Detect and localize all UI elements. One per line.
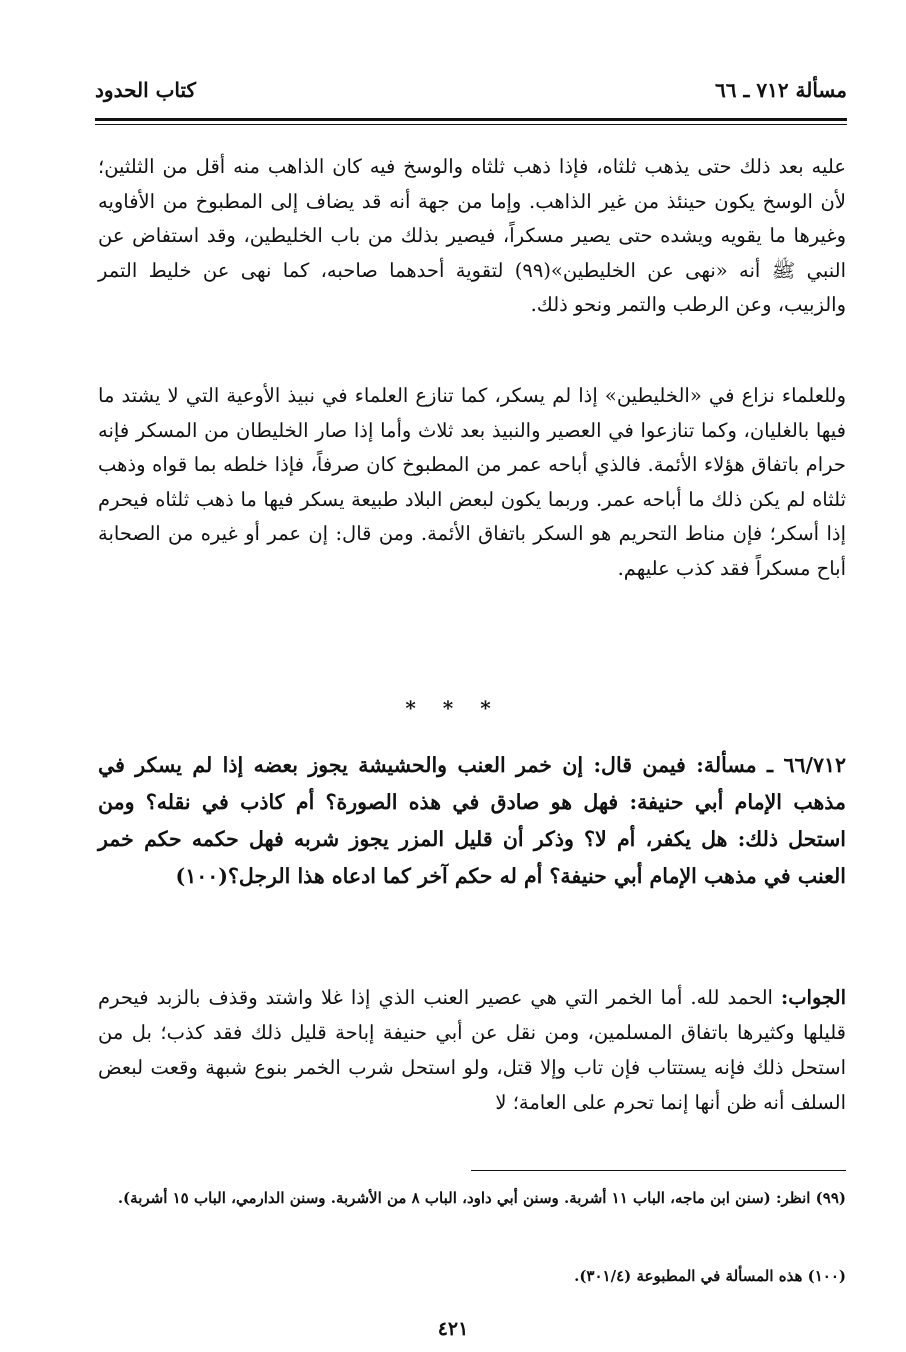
section-separator: * * * xyxy=(405,696,501,720)
footnote-rule xyxy=(471,1170,846,1171)
page-number: ٤٢١ xyxy=(437,1318,469,1340)
book-title: كتاب الحدود xyxy=(95,78,197,102)
issue-heading: مسألة ٧١٢ ـ ٦٦ xyxy=(715,78,847,102)
footnote-100: (١٠٠) هذه المسألة في المطبوعة (٣٠١/٤). xyxy=(574,1267,846,1285)
footnote-99: (٩٩) انظر: (سنن ابن ماجه، الباب ١١ أشربة. وسنن أبي داود، الباب ٨ من الأشربة. وسنن الدارمي، الباب ١٥ أشربة). xyxy=(117,1189,846,1207)
answer-text: الحمد لله. أما الخمر التي هي عصير العنب الذي إذا غلا واشتد وقذف بالزبد فيحرم قليلها وكثيرها باتفاق المسلمين، ومن نقل عن أبي حنيفة إباحة قليل ذلك فقد كذب؛ بل من استحل ذلك فإنه يستتاب فإن تاب وإلا قتل، ولو استحل شرب الخمر بنوع شبهة وقعت لبعض السلف أنه ظن أنها إنما تحرم على العامة؛ لا xyxy=(98,986,846,1114)
paragraph-2: وللعلماء نزاع في «الخليطين» إذا لم يسكر، كما تنازع العلماء في نبيذ الأوعية التي لا يشتد ما فيها بالغليان، وكما تنازعوا في العصير والنبيذ بعد ثلاث وأما إذا صار الخليطان من المسكر فإنه حرام باتفاق هؤلاء الأئمة. فالذي أباحه عمر من المطبوخ كان صرفاً، فإذا خلطه بما قواه وذهب ثلثاه لم يكن ذلك ما أباحه عمر. وربما يكون لبعض البلاد طبيعة يسكر فيها ما ذهب ثلثاه فيحرم إذا أسكر؛ فإن مناط التحريم هو السكر باتفاق الأئمة. ومن قال: إن عمر أو غيره من الصحابة أباح مسكراً فقد كذب عليهم. xyxy=(98,384,846,580)
header-rule-thick xyxy=(95,118,847,121)
answer-label: الجواب: xyxy=(781,986,846,1009)
question-text: ٦٦/٧١٢ ـ مسألة: فيمن قال: إن خمر العنب والحشيشة يجوز بعضه إذا لم يسكر في مذهب الإمام أبي حنيفة: فهل هو صادق في هذه الصورة؟ أم كاذب في نقله؟ ومن استحل ذلك: هل يكفر، أم لا؟ وذكر أن قليل المزر يجوز شربه فهل حكمه حكم خمر العنب في مذهب الإمام أبي حنيفة؟ أم له حكم آخر كما ادعاه هذا الرجل؟(١٠٠) xyxy=(98,753,846,888)
paragraph-1: عليه بعد ذلك حتى يذهب ثلثاه، فإذا ذهب ثلثاه والوسخ فيه كان الذاهب منه أقل من الثلثين؛ لأن الوسخ يكون حينئذ من غير الذاهب. وإما من جهة أنه قد يضاف إلى المطبوخ من الأفاويه وغيرها ما يقويه ويشده حتى يصير مسكراً، فيصير بذلك من باب الخليطين، وقد استفاض عن النبي ﷺ أنه «نهى عن الخليطين»(٩٩) لتقوية أحدهما صاحبه، كما نهى عن خليط التمر والزبيب، وعن الرطب والتمر ونحو ذلك. xyxy=(98,155,847,316)
page-header xyxy=(95,78,847,118)
answer-paragraph xyxy=(98,980,846,1120)
header-rule-thin xyxy=(95,124,847,125)
